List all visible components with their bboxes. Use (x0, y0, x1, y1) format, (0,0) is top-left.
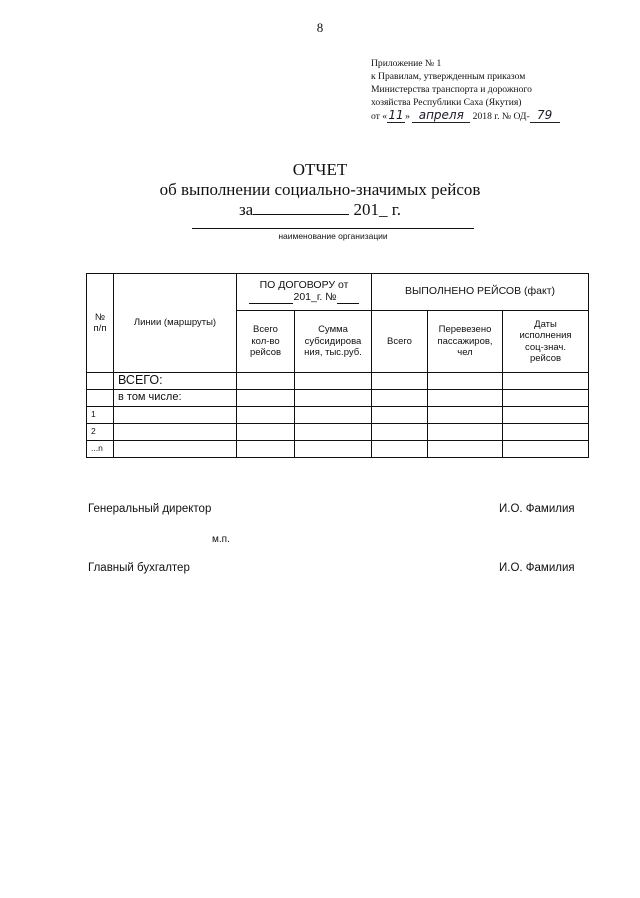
report-title-block (0, 160, 640, 220)
organization-name-label: наименование организации (278, 231, 388, 241)
table-cell[interactable] (503, 373, 589, 390)
sub-header-total: Всего (372, 311, 428, 373)
sub-header-passengers: Перевезено пассажиров, чел (428, 311, 503, 373)
row-number: 2 (87, 424, 114, 441)
table-cell[interactable] (372, 424, 428, 441)
row-number: 1 (87, 407, 114, 424)
appendix-block (371, 57, 631, 123)
accountant-name: И.О. Фамилия (499, 562, 575, 574)
table-row (87, 441, 589, 458)
appendix-title: Приложение № 1 (371, 58, 442, 69)
table-cell[interactable] (237, 441, 295, 458)
accountant-title: Главный бухгалтер (88, 562, 190, 574)
contract-header-line1: ПО ДОГОВОРУ от (259, 279, 349, 291)
period-suffix: 201_ г. (353, 200, 402, 219)
table-row (87, 390, 589, 407)
table-cell[interactable] (295, 373, 372, 390)
table-cell[interactable] (428, 407, 503, 424)
row-label: ВСЕГО: (114, 373, 237, 390)
group-header-fact: ВЫПОЛНЕНО РЕЙСОВ (факт) (372, 274, 589, 311)
table-cell[interactable] (372, 390, 428, 407)
col-header-lines: Линии (маршруты) (114, 274, 237, 373)
table-cell[interactable] (503, 407, 589, 424)
date-year-number: 2018 г. № ОД- (472, 111, 530, 122)
page-number: 8 (316, 20, 324, 35)
table-cell[interactable] (295, 390, 372, 407)
table-row (87, 424, 589, 441)
col-header-number: № п/п (87, 274, 114, 373)
table-cell[interactable] (372, 373, 428, 390)
organization-name-line[interactable] (192, 228, 474, 229)
sub-header-total-trips: Всего кол-во рейсов (237, 311, 295, 373)
table-cell[interactable] (295, 407, 372, 424)
table-cell[interactable] (428, 390, 503, 407)
appendix-date-line (371, 109, 631, 123)
table-cell[interactable] (372, 407, 428, 424)
table-row (87, 373, 589, 390)
table-row (87, 407, 589, 424)
group-header-contract (237, 274, 372, 311)
appendix-line-2: к Правилам, утвержденным приказом (371, 71, 526, 82)
table-cell[interactable] (237, 390, 295, 407)
handwritten-month: апреля (412, 109, 470, 123)
table-cell[interactable] (503, 424, 589, 441)
period-blank[interactable] (253, 200, 349, 215)
row-label[interactable] (114, 424, 237, 441)
table-cell[interactable] (237, 373, 295, 390)
report-table (86, 273, 589, 458)
row-number (87, 373, 114, 390)
row-number: ...n (87, 441, 114, 458)
table-cell[interactable] (428, 424, 503, 441)
report-period (0, 200, 640, 220)
table-cell[interactable] (372, 441, 428, 458)
date-prefix: от « (371, 111, 388, 122)
contract-header-year-no: 201_г. № (293, 290, 337, 303)
table-cell[interactable] (428, 373, 503, 390)
sub-header-dates: Даты исполнения соц-знач. рейсов (503, 311, 589, 373)
table-cell[interactable] (295, 441, 372, 458)
table-cell[interactable] (237, 407, 295, 424)
table-cell[interactable] (237, 424, 295, 441)
row-label[interactable] (114, 441, 237, 458)
table-cell[interactable] (428, 441, 503, 458)
director-name: И.О. Фамилия (499, 503, 575, 515)
table-cell[interactable] (295, 424, 372, 441)
sub-header-subsidy: Сумма субсидирова ния, тыс.руб. (295, 311, 372, 373)
period-prefix: за (238, 200, 254, 219)
date-day-suffix: » (405, 111, 410, 122)
director-title: Генеральный директор (88, 503, 212, 515)
report-heading: ОТЧЕТ (292, 160, 348, 179)
appendix-line-3: Министерства транспорта и дорожного (371, 84, 532, 95)
table-cell[interactable] (503, 441, 589, 458)
handwritten-order-number: 79 (530, 109, 560, 123)
stamp-placeholder: м.п. (212, 534, 230, 545)
contract-header-line2 (237, 292, 371, 305)
row-label[interactable] (114, 407, 237, 424)
table-cell[interactable] (503, 390, 589, 407)
report-subheading: об выполнении социально-значимых рейсов (159, 180, 481, 199)
row-label: в том числе: (114, 390, 237, 407)
appendix-line-4: хозяйства Республики Саха (Якутия) (371, 97, 522, 108)
row-number (87, 390, 114, 407)
handwritten-day: 11 (388, 108, 404, 122)
